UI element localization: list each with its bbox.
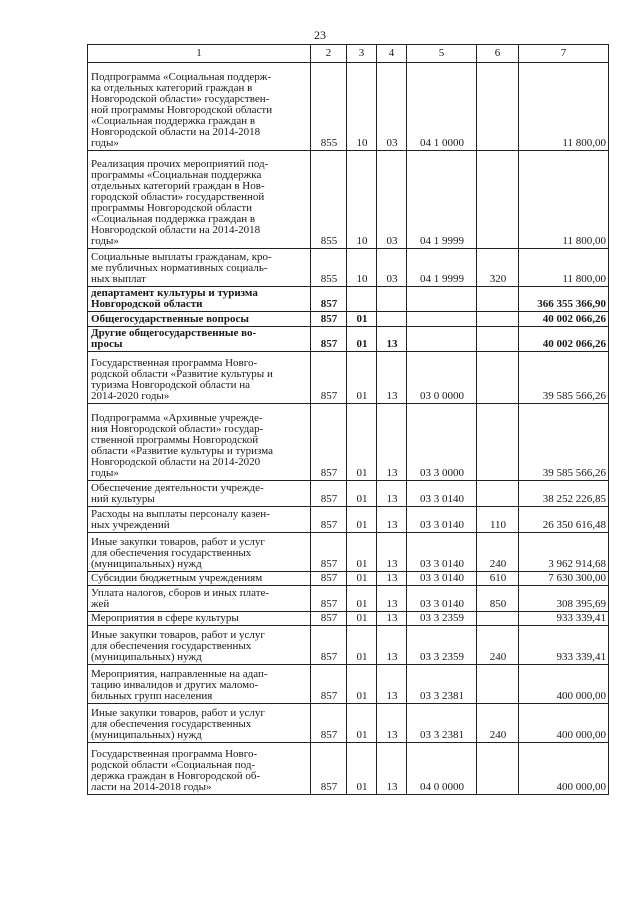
description-line: Общегосударственные вопросы <box>91 313 249 325</box>
cell-expense-type <box>477 63 519 151</box>
cell-description <box>88 312 311 327</box>
cell-target-article: 03 3 2381 <box>407 665 477 704</box>
table-row <box>88 151 609 249</box>
description-line: отдельных категорий граждан в Нов- <box>91 180 265 192</box>
table-row <box>88 743 609 795</box>
cell-ministry-code: 857 <box>311 665 347 704</box>
cell-target-article: 04 1 0000 <box>407 63 477 151</box>
cell-amount: 26 350 616,48 <box>519 507 609 533</box>
description-line: родской области «Социальная под- <box>91 759 256 771</box>
description-line: ме публичных нормативных социаль- <box>91 262 268 274</box>
description-line: годы» <box>91 137 119 149</box>
cell-expense-type <box>477 404 519 481</box>
description-line: ний культуры <box>91 493 155 505</box>
header-cell-1: 1 <box>88 45 311 63</box>
table-row <box>88 481 609 507</box>
cell-description <box>88 612 311 626</box>
cell-description <box>88 249 311 287</box>
description-line: Государственная программа Новго- <box>91 748 258 760</box>
cell-section: 01 <box>347 743 377 795</box>
cell-target-article <box>407 312 477 327</box>
description-line: ных выплат <box>91 273 146 285</box>
cell-section: 01 <box>347 612 377 626</box>
description-line: городской области» государственной <box>91 191 265 203</box>
cell-expense-type: 110 <box>477 507 519 533</box>
cell-expense-type <box>477 612 519 626</box>
cell-amount: 3 962 914,68 <box>519 533 609 572</box>
cell-expense-type <box>477 352 519 404</box>
description-line: Обеспечение деятельности учрежде- <box>91 482 264 494</box>
cell-target-article: 03 3 0140 <box>407 507 477 533</box>
cell-subsection: 13 <box>377 665 407 704</box>
cell-subsection: 03 <box>377 249 407 287</box>
cell-amount: 400 000,00 <box>519 704 609 743</box>
description-line: ной программы Новгородской области <box>91 104 273 116</box>
cell-amount: 38 252 226,85 <box>519 481 609 507</box>
cell-target-article: 04 1 9999 <box>407 249 477 287</box>
cell-amount: 39 585 566,26 <box>519 352 609 404</box>
description-line: ласти на 2014-2018 годы» <box>91 781 212 793</box>
table-row <box>88 312 609 327</box>
table-row <box>88 626 609 665</box>
header-cell-6: 6 <box>477 45 519 63</box>
cell-section: 01 <box>347 481 377 507</box>
description-line: Подпрограмма «Социальная поддерж- <box>91 71 272 83</box>
cell-target-article: 03 3 0140 <box>407 481 477 507</box>
description-line: Субсидии бюджетным учреждениям <box>91 572 263 584</box>
cell-target-article: 03 3 0140 <box>407 586 477 612</box>
description-line: Другие общегосударственные во- <box>91 327 257 339</box>
cell-subsection: 13 <box>377 352 407 404</box>
description-line: программы Новгородской области <box>91 202 253 214</box>
cell-amount: 11 800,00 <box>519 63 609 151</box>
cell-ministry-code: 855 <box>311 151 347 249</box>
description-line: области «Развитие культуры и туризма <box>91 445 274 457</box>
table-row <box>88 287 609 312</box>
cell-target-article <box>407 327 477 352</box>
cell-subsection: 13 <box>377 743 407 795</box>
cell-expense-type <box>477 481 519 507</box>
table-row <box>88 63 609 151</box>
table-header <box>88 45 609 63</box>
cell-expense-type <box>477 665 519 704</box>
cell-amount: 40 002 066,26 <box>519 327 609 352</box>
description-line: (муниципальных) нужд <box>91 729 202 741</box>
cell-description <box>88 533 311 572</box>
description-line: ственной программы Новгородской <box>91 434 259 446</box>
cell-target-article: 03 3 0140 <box>407 572 477 586</box>
cell-expense-type <box>477 287 519 312</box>
cell-expense-type: 610 <box>477 572 519 586</box>
cell-description <box>88 507 311 533</box>
cell-subsection: 13 <box>377 626 407 665</box>
cell-section: 01 <box>347 327 377 352</box>
description-line: (муниципальных) нужд <box>91 651 202 663</box>
cell-section: 01 <box>347 507 377 533</box>
cell-expense-type <box>477 743 519 795</box>
description-line: Расходы на выплаты персоналу казен- <box>91 508 270 520</box>
cell-expense-type: 240 <box>477 626 519 665</box>
description-line: Новгородской области на 2014-2018 <box>91 224 261 236</box>
description-line: родской области «Развитие культуры и <box>91 368 273 380</box>
cell-expense-type: 240 <box>477 704 519 743</box>
description-line: Реализация прочих мероприятий под- <box>91 158 269 170</box>
cell-description <box>88 626 311 665</box>
cell-amount: 7 630 300,00 <box>519 572 609 586</box>
cell-description <box>88 704 311 743</box>
cell-section: 01 <box>347 533 377 572</box>
table-row <box>88 533 609 572</box>
cell-section: 10 <box>347 249 377 287</box>
description-line: Мероприятия в сфере культуры <box>91 612 239 624</box>
cell-ministry-code: 857 <box>311 572 347 586</box>
cell-target-article: 03 3 2381 <box>407 704 477 743</box>
cell-amount: 11 800,00 <box>519 151 609 249</box>
description-line: программы «Социальная поддержка <box>91 169 262 181</box>
description-line: Иные закупки товаров, работ и услуг <box>91 536 265 548</box>
cell-section: 01 <box>347 626 377 665</box>
table-row <box>88 327 609 352</box>
cell-amount: 40 002 066,26 <box>519 312 609 327</box>
cell-amount: 933 339,41 <box>519 612 609 626</box>
cell-section: 01 <box>347 586 377 612</box>
cell-ministry-code: 857 <box>311 481 347 507</box>
table-row <box>88 404 609 481</box>
description-line: бильных групп населения <box>91 690 213 702</box>
cell-subsection: 03 <box>377 63 407 151</box>
cell-expense-type: 240 <box>477 533 519 572</box>
cell-expense-type <box>477 312 519 327</box>
description-line: «Социальная поддержка граждан в <box>91 213 256 225</box>
cell-amount: 366 355 366,90 <box>519 287 609 312</box>
page-number: 23 <box>314 28 326 42</box>
description-line: Новгородской области на 2014-2020 <box>91 456 261 468</box>
header-cell-5: 5 <box>407 45 477 63</box>
description-line: туризма Новгородской области на <box>91 379 251 391</box>
cell-amount: 400 000,00 <box>519 665 609 704</box>
cell-description <box>88 352 311 404</box>
cell-amount: 933 339,41 <box>519 626 609 665</box>
cell-description <box>88 481 311 507</box>
cell-subsection: 13 <box>377 327 407 352</box>
cell-subsection: 13 <box>377 404 407 481</box>
cell-expense-type: 850 <box>477 586 519 612</box>
description-line: годы» <box>91 235 119 247</box>
description-line: для обеспечения государственных <box>91 718 252 730</box>
cell-expense-type <box>477 327 519 352</box>
table-body <box>88 63 609 795</box>
description-line: Социальные выплаты гражданам, кро- <box>91 251 272 263</box>
table-row <box>88 704 609 743</box>
description-line: Мероприятия, направленные на адап- <box>91 668 268 680</box>
table-row <box>88 352 609 404</box>
cell-target-article: 03 3 2359 <box>407 626 477 665</box>
description-line: Новгородской области» государствен- <box>91 93 270 105</box>
header-row <box>88 45 609 63</box>
cell-section: 01 <box>347 404 377 481</box>
cell-target-article <box>407 287 477 312</box>
table-row <box>88 249 609 287</box>
cell-ministry-code: 857 <box>311 704 347 743</box>
description-line: просы <box>91 338 123 350</box>
description-line: для обеспечения государственных <box>91 640 252 652</box>
cell-subsection: 13 <box>377 572 407 586</box>
cell-target-article: 03 3 2359 <box>407 612 477 626</box>
cell-ministry-code: 855 <box>311 249 347 287</box>
description-line: ных учреждений <box>91 519 170 531</box>
cell-description <box>88 404 311 481</box>
description-line: (муниципальных) нужд <box>91 558 202 570</box>
table-row <box>88 665 609 704</box>
cell-subsection: 13 <box>377 481 407 507</box>
cell-section: 01 <box>347 572 377 586</box>
table-row <box>88 572 609 586</box>
cell-ministry-code: 857 <box>311 287 347 312</box>
description-line: Иные закупки товаров, работ и услуг <box>91 707 265 719</box>
description-line: 2014-2020 годы» <box>91 390 170 402</box>
cell-ministry-code: 857 <box>311 586 347 612</box>
cell-target-article: 04 0 0000 <box>407 743 477 795</box>
header-cell-7: 7 <box>519 45 609 63</box>
cell-section: 10 <box>347 151 377 249</box>
description-line: Государственная программа Новго- <box>91 357 258 369</box>
cell-ministry-code: 857 <box>311 612 347 626</box>
cell-subsection: 13 <box>377 533 407 572</box>
cell-subsection: 13 <box>377 507 407 533</box>
cell-ministry-code: 857 <box>311 533 347 572</box>
cell-subsection: 13 <box>377 612 407 626</box>
cell-subsection: 03 <box>377 151 407 249</box>
cell-subsection <box>377 312 407 327</box>
cell-target-article: 03 3 0000 <box>407 404 477 481</box>
cell-description <box>88 572 311 586</box>
description-line: «Социальная поддержка граждан в <box>91 115 256 127</box>
description-line: держка граждан в Новгородской об- <box>91 770 261 782</box>
description-line: для обеспечения государственных <box>91 547 252 559</box>
table-row <box>88 586 609 612</box>
description-line: ка отдельных категорий граждан в <box>91 82 253 94</box>
cell-section: 01 <box>347 704 377 743</box>
description-line: Подпрограмма «Архивные учрежде- <box>91 412 263 424</box>
header-cell-3: 3 <box>347 45 377 63</box>
cell-section: 01 <box>347 312 377 327</box>
description-line: Уплата налогов, сборов и иных плате- <box>91 587 270 599</box>
cell-description <box>88 743 311 795</box>
cell-section: 10 <box>347 63 377 151</box>
cell-section <box>347 287 377 312</box>
cell-expense-type <box>477 151 519 249</box>
description-line: департамент культуры и туризма <box>91 287 258 299</box>
cell-subsection: 13 <box>377 586 407 612</box>
cell-amount: 39 585 566,26 <box>519 404 609 481</box>
description-line: тацию инвалидов и других маломо- <box>91 679 259 691</box>
cell-subsection <box>377 287 407 312</box>
budget-table <box>87 44 609 795</box>
description-line: Новгородской области <box>91 298 203 310</box>
cell-description <box>88 327 311 352</box>
cell-ministry-code: 857 <box>311 507 347 533</box>
cell-target-article: 03 0 0000 <box>407 352 477 404</box>
description-line: ния Новгородской области» государ- <box>91 423 264 435</box>
cell-ministry-code: 857 <box>311 312 347 327</box>
cell-description <box>88 151 311 249</box>
table-row <box>88 507 609 533</box>
cell-section: 01 <box>347 665 377 704</box>
cell-target-article: 04 1 9999 <box>407 151 477 249</box>
description-line: Новгородской области на 2014-2018 <box>91 126 261 138</box>
description-line: Иные закупки товаров, работ и услуг <box>91 629 265 641</box>
cell-section: 01 <box>347 352 377 404</box>
cell-expense-type: 320 <box>477 249 519 287</box>
cell-ministry-code: 857 <box>311 352 347 404</box>
header-cell-4: 4 <box>377 45 407 63</box>
cell-subsection: 13 <box>377 704 407 743</box>
cell-description <box>88 287 311 312</box>
cell-amount: 11 800,00 <box>519 249 609 287</box>
cell-amount: 400 000,00 <box>519 743 609 795</box>
cell-description <box>88 665 311 704</box>
cell-ministry-code: 857 <box>311 626 347 665</box>
header-cell-2: 2 <box>311 45 347 63</box>
cell-amount: 308 395,69 <box>519 586 609 612</box>
cell-description <box>88 586 311 612</box>
cell-ministry-code: 857 <box>311 743 347 795</box>
table-row <box>88 612 609 626</box>
cell-ministry-code: 855 <box>311 63 347 151</box>
cell-target-article: 03 3 0140 <box>407 533 477 572</box>
cell-ministry-code: 857 <box>311 327 347 352</box>
cell-ministry-code: 857 <box>311 404 347 481</box>
description-line: жей <box>91 598 110 610</box>
description-line: годы» <box>91 467 119 479</box>
cell-description <box>88 63 311 151</box>
